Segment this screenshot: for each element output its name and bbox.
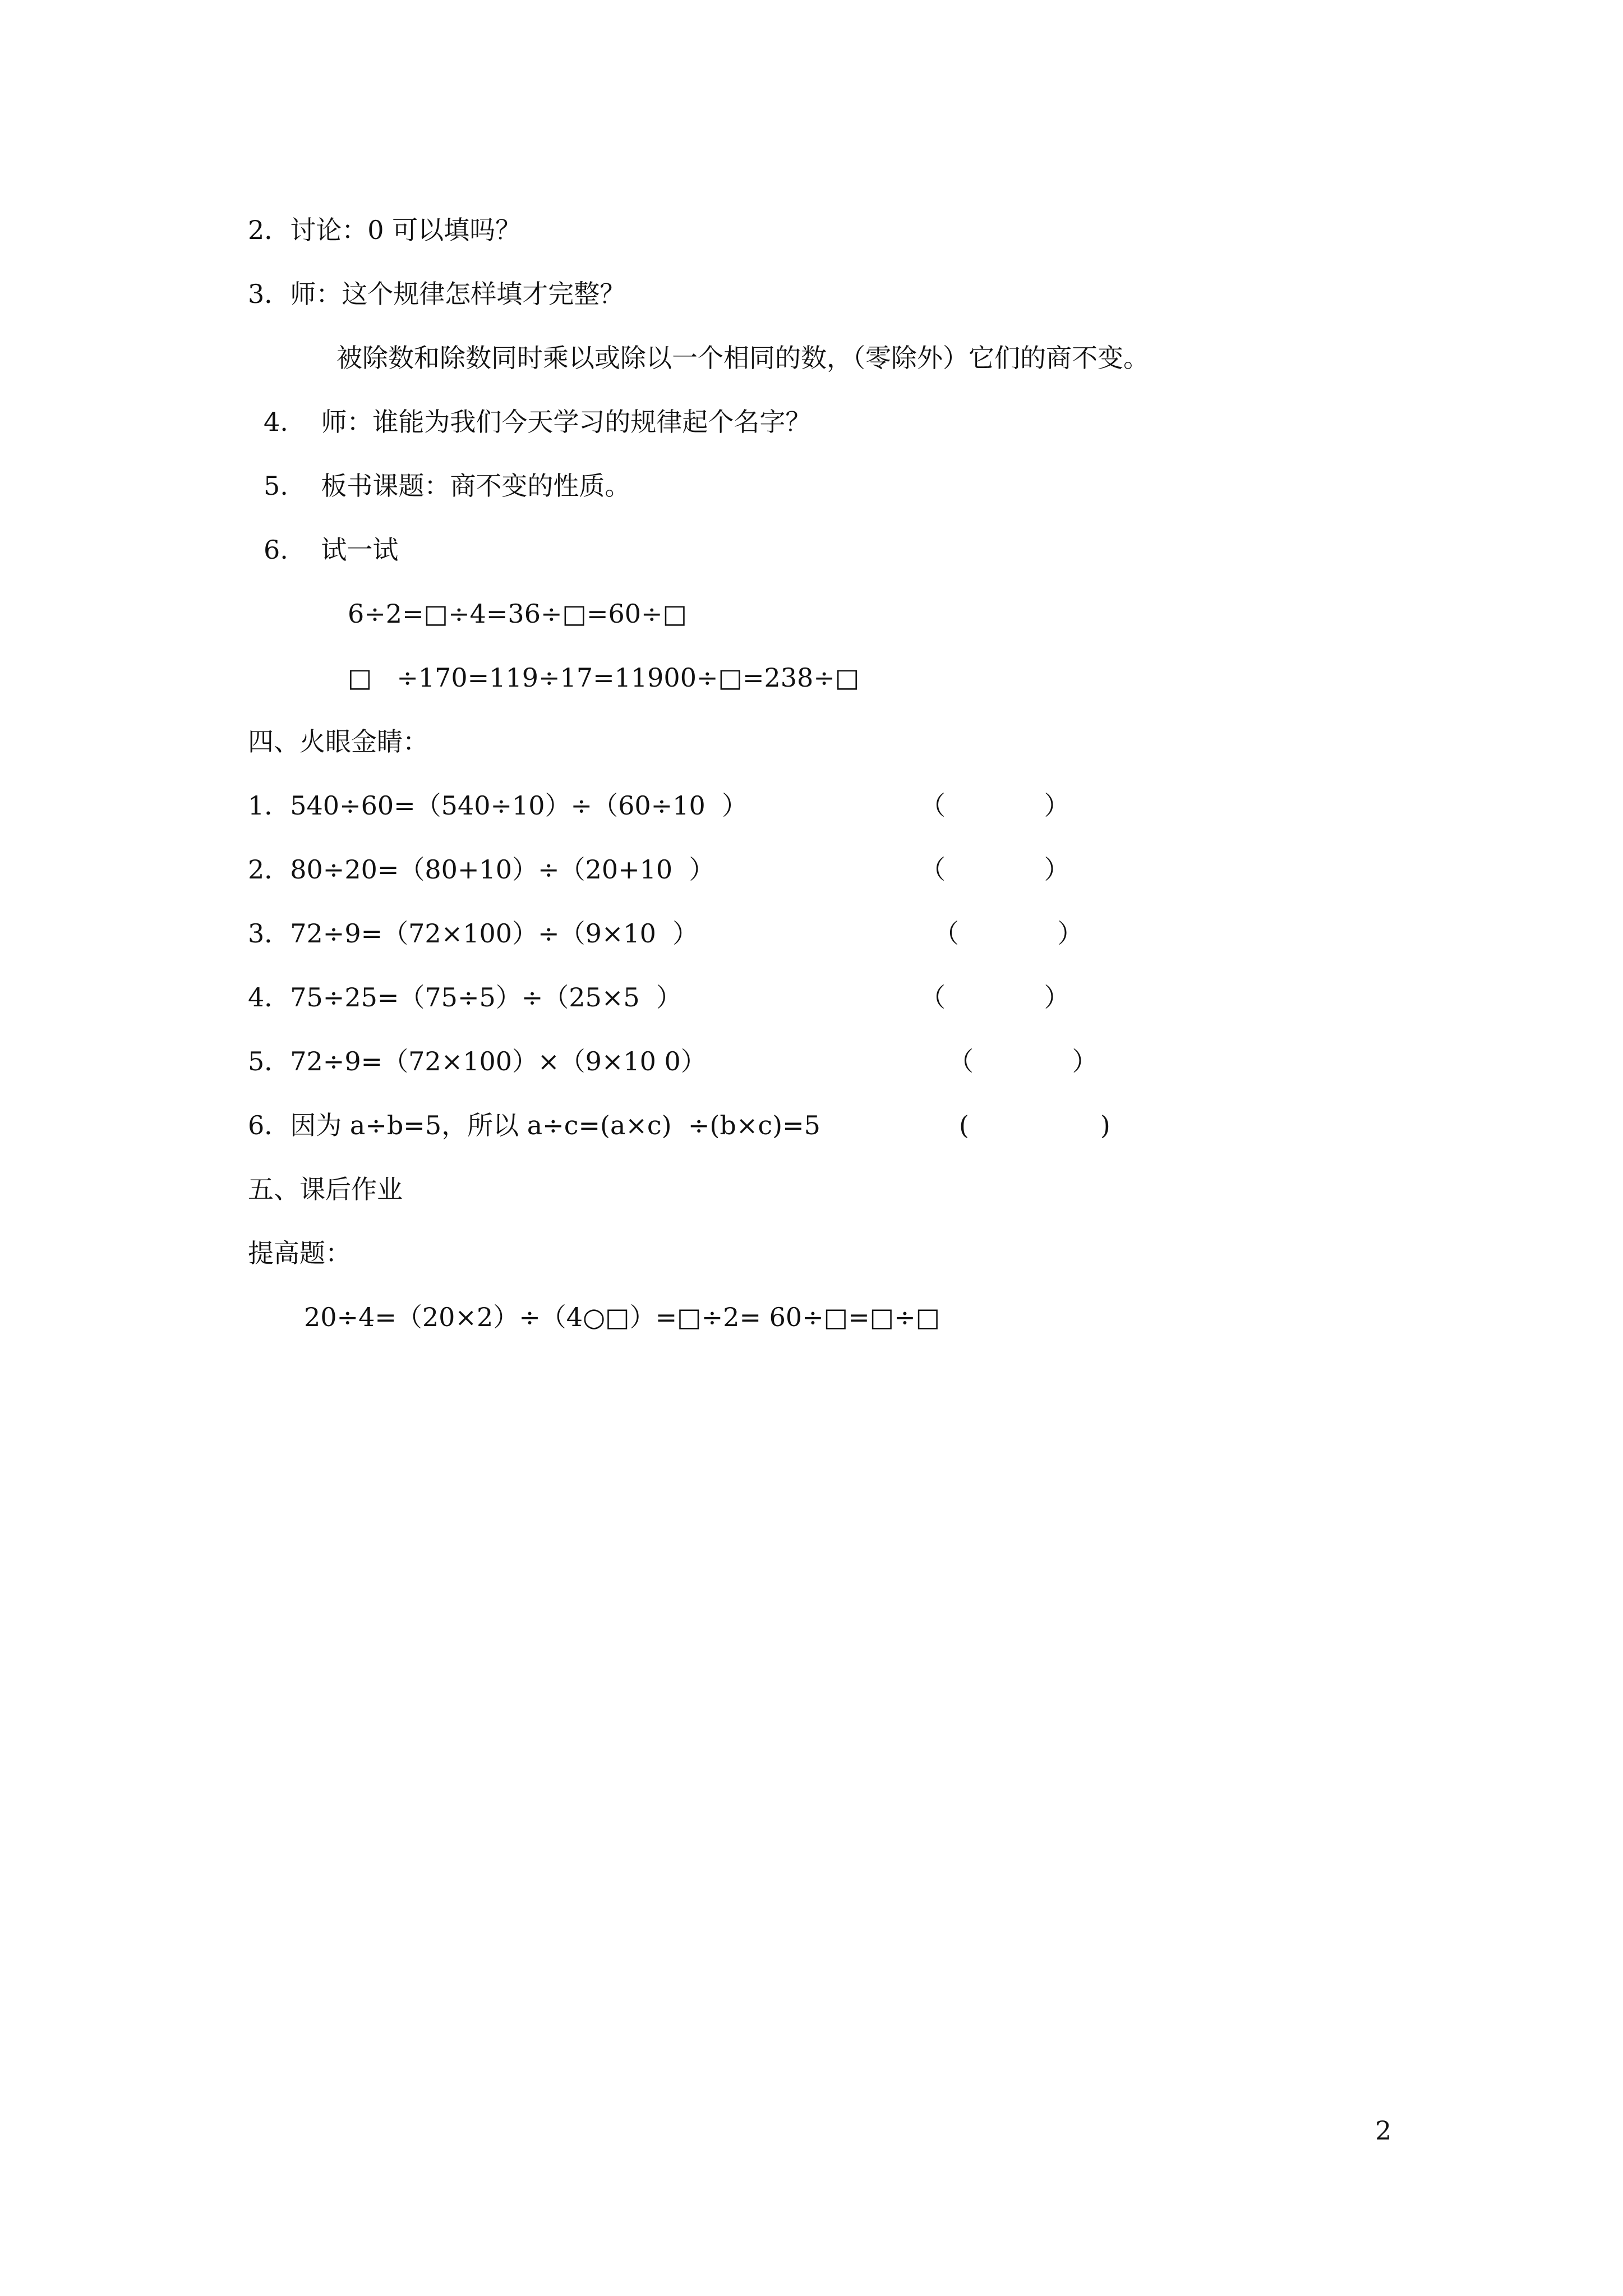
section-four-heading: 四、火眼金睛： xyxy=(248,726,428,757)
lesson-title-line: 5. 板书课题：商不变的性质。 xyxy=(264,471,631,501)
judgement-item-3: 3．72÷9=（72×100）÷（9×10 ） xyxy=(248,918,699,949)
try-it-equation-1: 6÷2=□÷4=36÷□=60÷□ xyxy=(348,599,688,629)
answer-blank-2: （ ） xyxy=(920,854,1070,885)
answer-blank-6: ( ) xyxy=(959,1110,1110,1140)
page-number: 2 xyxy=(1375,2115,1392,2146)
judgement-item-1: 1．540÷60=（540÷10）÷（60÷10 ） xyxy=(248,790,748,821)
answer-blank-5: （ ） xyxy=(948,1046,1098,1076)
judgement-item-2: 2．80÷20=（80+10）÷（20+10 ） xyxy=(248,854,715,885)
try-it-heading: 6. 试一试 xyxy=(264,535,399,565)
answer-blank-4: （ ） xyxy=(920,982,1070,1013)
answer-blank-3: （ ） xyxy=(933,918,1083,949)
judgement-item-5: 5．72÷9=（72×100）×（9×10 0） xyxy=(248,1046,707,1076)
discussion-line: 2．讨论：0 可以填吗？ xyxy=(248,215,522,245)
advanced-question-heading: 提高题： xyxy=(248,1238,351,1268)
advanced-question-equation: 20÷4=（20×2）÷（4○□）=□÷2= 60÷□=□÷□ xyxy=(304,1302,940,1332)
judgement-item-6: 6．因为 a÷b=5，所以 a÷c=(a×c) ÷(b×c)=5 xyxy=(248,1110,820,1140)
answer-blank-1: （ ） xyxy=(920,790,1070,821)
teacher-question-line: 3．师：这个规律怎样填才完整？ xyxy=(248,279,626,309)
judgement-item-4: 4．75÷25=（75÷5）÷（25×5 ） xyxy=(248,982,682,1013)
try-it-equation-2: □ ÷170=119÷17=11900÷□=238÷□ xyxy=(348,662,860,693)
section-five-heading: 五、课后作业 xyxy=(248,1174,403,1204)
naming-question-line: 4. 师：谁能为我们今天学习的规律起个名字？ xyxy=(264,407,811,437)
rule-statement: 被除数和除数同时乘以或除以一个相同的数，（零除外）它们的商不变。 xyxy=(336,343,1149,373)
